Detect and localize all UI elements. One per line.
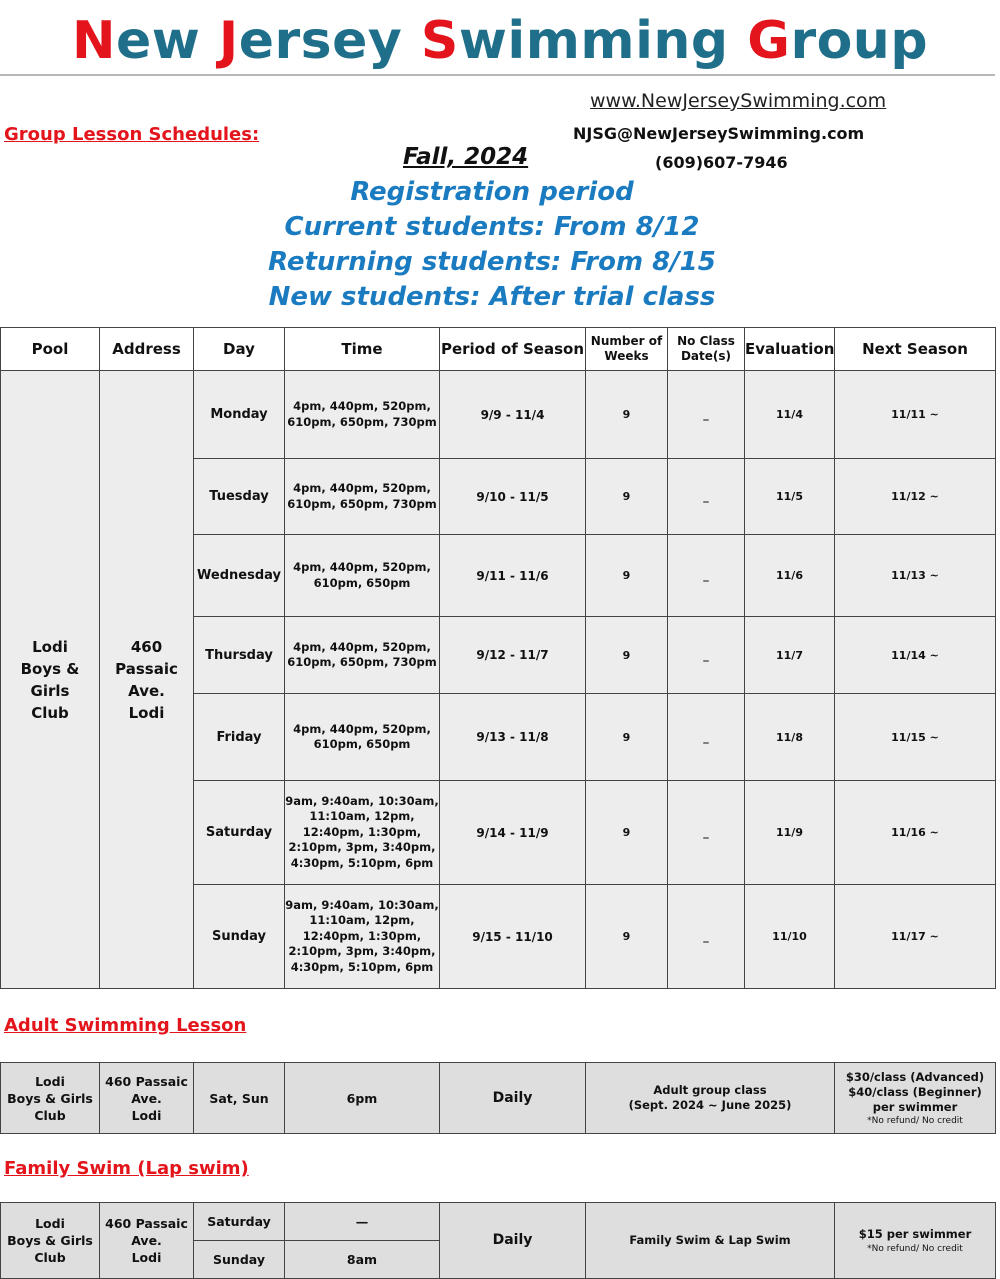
table-header-row [1,328,996,371]
description-cell: Family Swim & Lap Swim [586,1203,835,1279]
website-link[interactable]: www.NewJerseySwimming.com [590,90,887,112]
phone-number: (609)607-7946 [655,153,788,172]
day-cell: Monday [194,371,285,459]
no-class-cell: _ [668,694,745,781]
time-cell: 8am [285,1241,440,1279]
next-season-cell: 11/17 ~ [835,885,996,989]
weeks-cell: 9 [586,459,668,535]
title-letter: N [71,11,116,71]
address-cell: 460 Passaic Ave. Lodi [100,371,194,989]
day-cell: Sunday [194,885,285,989]
time-cell: 4pm, 440pm, 520pm, 610pm, 650pm, 730pm [285,371,440,459]
period-cell: 9/12 - 11/7 [440,617,586,694]
adult-lesson-heading: Adult Swimming Lesson [4,1015,247,1036]
evaluation-cell: 11/8 [745,694,835,781]
table-row [1,1063,996,1134]
title-word: wimming [458,11,748,71]
pool-cell: Lodi Boys & Girls Club [1,1203,100,1279]
weeks-cell: 9 [586,694,668,781]
no-class-cell: _ [668,617,745,694]
weeks-cell: 9 [586,781,668,885]
email-link[interactable]: NJSG@NewJerseySwimming.com [573,124,865,143]
day-cell: Saturday [194,781,285,885]
title-divider [0,74,995,76]
period-cell: 9/13 - 11/8 [440,694,586,781]
col-time: Time [285,328,440,371]
next-season-cell: 11/13 ~ [835,535,996,617]
time-cell: 4pm, 440pm, 520pm, 610pm, 650pm [285,694,440,781]
price-text: $15 per swimmer [858,1227,972,1241]
registration-returning: Returning students: From 8/15 [268,247,716,277]
col-evaluation: Evaluation [745,328,835,371]
no-class-cell: _ [668,371,745,459]
period-cell: Daily [440,1063,586,1134]
title-word: ew [115,11,219,71]
time-cell: 6pm [285,1063,440,1134]
family-swim-table [0,1202,996,1279]
no-class-cell: _ [668,885,745,989]
col-weeks: Number of Weeks [586,328,668,371]
registration-current: Current students: From 8/12 [284,212,700,242]
period-cell: 9/14 - 11/9 [440,781,586,885]
no-class-cell: _ [668,535,745,617]
period-cell: 9/11 - 11/6 [440,535,586,617]
col-period: Period of Season [440,328,586,371]
time-cell: 4pm, 440pm, 520pm, 610pm, 650pm, 730pm [285,617,440,694]
time-cell: 4pm, 440pm, 520pm, 610pm, 650pm [285,535,440,617]
period-cell: Daily [440,1203,586,1279]
time-cell: 9am, 9:40am, 10:30am, 11:10am, 12pm, 12:40pm, 1:30pm, 2:10pm, 3pm, 3:40pm, 4:30pm, 5:10pm, 6pm [285,885,440,989]
family-swim-heading: Family Swim (Lap swim) [4,1158,249,1179]
pool-cell: Lodi Boys & Girls Club [1,1063,100,1134]
table-row [1,1203,996,1241]
season-title: Fall, 2024 [403,144,529,170]
day-cell: Tuesday [194,459,285,535]
group-lesson-table [0,327,996,989]
refund-note: *No refund/ No credit [867,1244,963,1254]
no-class-cell: _ [668,459,745,535]
price-text: $30/class (Advanced) $40/class (Beginner) per swimmer [845,1069,985,1114]
weeks-cell: 9 [586,885,668,989]
next-season-cell: 11/14 ~ [835,617,996,694]
pool-cell: Lodi Boys & Girls Club [1,371,100,989]
day-cell: Sat, Sun [194,1063,285,1134]
day-cell: Wednesday [194,535,285,617]
day-cell: Saturday [194,1203,285,1241]
time-cell: — [285,1203,440,1241]
period-cell: 9/10 - 11/5 [440,459,586,535]
col-pool: Pool [1,328,100,371]
day-cell: Thursday [194,617,285,694]
col-day: Day [194,328,285,371]
address-cell: 460 Passaic Ave. Lodi [100,1063,194,1134]
title-letter: J [218,11,239,71]
address-cell: 460 Passaic Ave. Lodi [100,1203,194,1279]
evaluation-cell: 11/4 [745,371,835,459]
col-address: Address [100,328,194,371]
evaluation-cell: 11/10 [745,885,835,989]
title-word: roup [790,11,929,71]
description-cell: Adult group class (Sept. 2024 ~ June 2025) [586,1063,835,1134]
next-season-cell: 11/11 ~ [835,371,996,459]
registration-title: Registration period [350,177,634,207]
price-cell [835,1063,996,1134]
evaluation-cell: 11/9 [745,781,835,885]
refund-note: *No refund/ No credit [867,1115,963,1126]
evaluation-cell: 11/5 [745,459,835,535]
title-letter: S [420,11,459,71]
next-season-cell: 11/15 ~ [835,694,996,781]
day-cell: Friday [194,694,285,781]
group-lesson-heading: Group Lesson Schedules: [4,124,260,145]
weeks-cell: 9 [586,617,668,694]
evaluation-cell: 11/6 [745,535,835,617]
adult-lesson-table [0,1062,996,1134]
table-row [1,371,996,459]
next-season-cell: 11/12 ~ [835,459,996,535]
page-title [0,8,1000,74]
no-class-cell: _ [668,781,745,885]
period-cell: 9/9 - 11/4 [440,371,586,459]
registration-new: New students: After trial class [268,282,716,312]
title-letter: G [747,11,791,71]
next-season-cell: 11/16 ~ [835,781,996,885]
title-word: ersey [238,11,421,71]
col-next-season: Next Season [835,328,996,371]
price-cell [835,1203,996,1279]
col-no-class: No Class Date(s) [668,328,745,371]
evaluation-cell: 11/7 [745,617,835,694]
time-cell: 9am, 9:40am, 10:30am, 11:10am, 12pm, 12:40pm, 1:30pm, 2:10pm, 3pm, 3:40pm, 4:30pm, 5:10pm, 6pm [285,781,440,885]
period-cell: 9/15 - 11/10 [440,885,586,989]
weeks-cell: 9 [586,535,668,617]
weeks-cell: 9 [586,371,668,459]
day-cell: Sunday [194,1241,285,1279]
time-cell: 4pm, 440pm, 520pm, 610pm, 650pm, 730pm [285,459,440,535]
